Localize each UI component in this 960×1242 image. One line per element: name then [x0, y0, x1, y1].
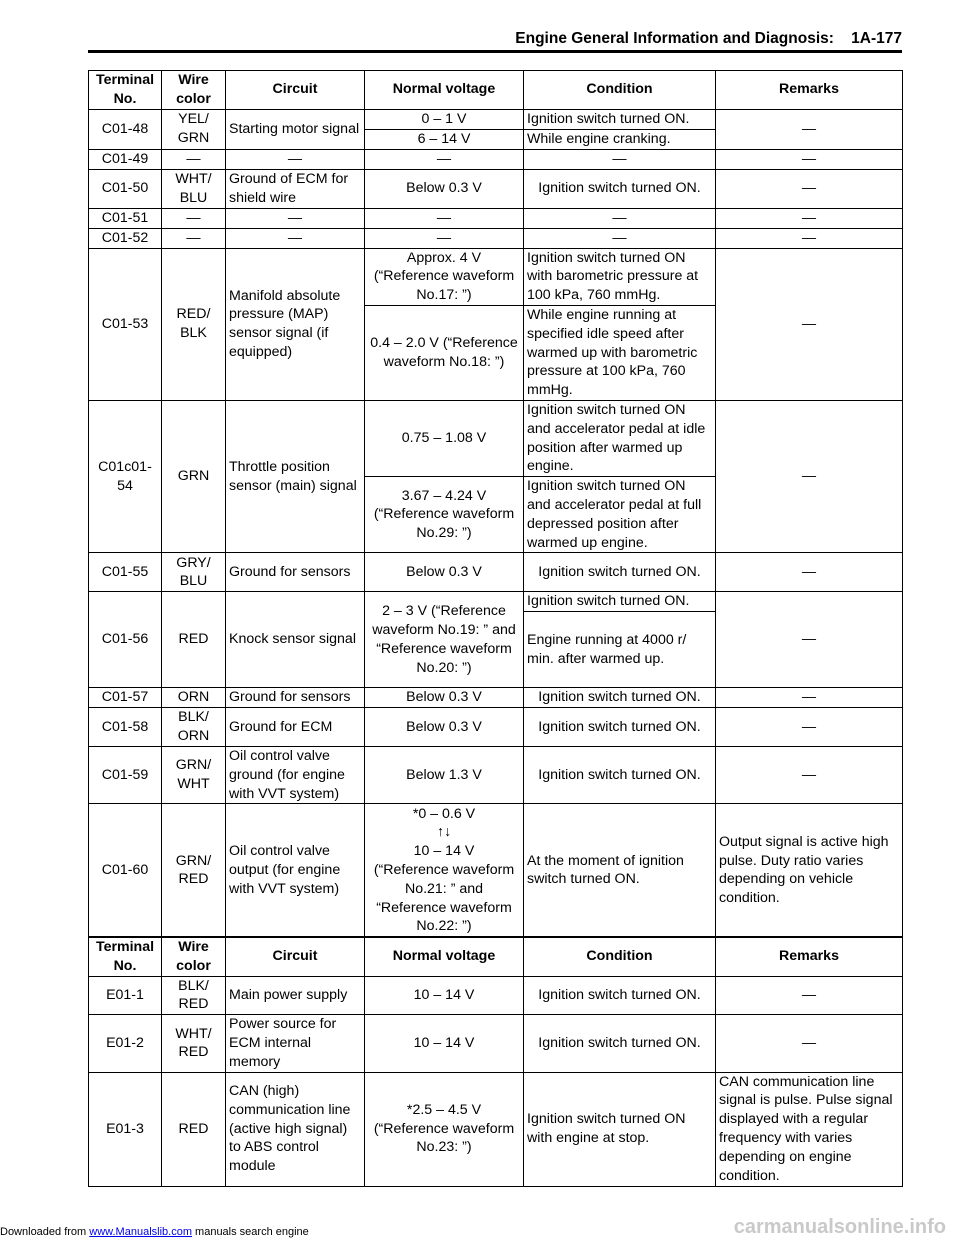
header-condition: Condition [524, 71, 716, 110]
table-row [89, 149, 903, 169]
cell-circuit: Ground for sensors [226, 553, 365, 592]
cell-circuit: Ground of ECM for shield wire [226, 169, 365, 208]
cell-voltage: 10 – 14 V [365, 1015, 524, 1072]
cell-wire: BLK/ ORN [162, 708, 226, 747]
cell-remarks: — [716, 400, 903, 552]
table-row [89, 688, 903, 708]
cell-voltage: 10 – 14 V [365, 976, 524, 1015]
cell-terminal: E01-2 [89, 1015, 162, 1072]
cell-terminal: C01-50 [89, 169, 162, 208]
cell-terminal: C01-53 [89, 248, 162, 400]
cell-remarks: CAN communication line signal is pulse. Pulse signal displayed with a regular frequency with varies depending on engine condition. [716, 1072, 903, 1186]
cell-remarks: — [716, 592, 903, 688]
cell-voltage: Below 1.3 V [365, 746, 524, 803]
cell-wire: — [162, 228, 226, 248]
cell-remarks: — [716, 1015, 903, 1072]
table-row [89, 592, 903, 612]
cell-wire: WHT/ BLU [162, 169, 226, 208]
cell-voltage: 6 – 14 V [365, 129, 524, 149]
header-condition: Condition [524, 938, 716, 977]
cell-circuit: — [226, 208, 365, 228]
cell-condition: Ignition switch turned ON and accelerator pedal at full depressed position after warmed up engine. [524, 477, 716, 553]
cell-voltage: *0 – 0.6 V ↑↓ 10 – 14 V (“Reference waveform No.21: ” and “Reference waveform No.22: ”) [365, 804, 524, 937]
cell-terminal: C01-60 [89, 804, 162, 937]
cell-wire: YEL/ GRN [162, 109, 226, 149]
table-header-row [89, 938, 903, 977]
cell-condition: While engine running at specified idle speed after warmed up with barometric pressure at 100 kPa, 760 mmHg. [524, 305, 716, 400]
cell-remarks: — [716, 248, 903, 400]
cell-voltage: Below 0.3 V [365, 708, 524, 747]
cell-voltage: Below 0.3 V [365, 553, 524, 592]
cell-wire: RED/ BLK [162, 248, 226, 400]
cell-voltage: 2 – 3 V (“Reference waveform No.19: ” and “Reference waveform No.20: ”) [365, 592, 524, 688]
cell-remarks: — [716, 688, 903, 708]
cell-voltage: — [365, 149, 524, 169]
cell-voltage: 0 – 1 V [365, 109, 524, 129]
cell-terminal: C01-57 [89, 688, 162, 708]
header-title: Engine General Information and Diagnosis: [515, 30, 834, 47]
cell-terminal: E01-3 [89, 1072, 162, 1186]
cell-circuit: Main power supply [226, 976, 365, 1015]
cell-condition: While engine cranking. [524, 129, 716, 149]
cell-wire: RED [162, 1072, 226, 1186]
table-row [89, 169, 903, 208]
header-terminal: Terminal No. [89, 938, 162, 977]
cell-circuit: Knock sensor signal [226, 592, 365, 688]
table-row [89, 228, 903, 248]
header-terminal: Terminal No. [89, 71, 162, 110]
cell-voltage: — [365, 228, 524, 248]
table-row [89, 976, 903, 1015]
download-footer [0, 1226, 309, 1238]
header-normal-voltage: Normal voltage [365, 938, 524, 977]
cell-terminal: C01-52 [89, 228, 162, 248]
page-header [88, 30, 902, 52]
table-row [89, 708, 903, 747]
cell-wire: WHT/ RED [162, 1015, 226, 1072]
header-circuit: Circuit [226, 938, 365, 977]
cell-circuit: Oil control valve output (for engine with VVT system) [226, 804, 365, 937]
cell-condition: Ignition switch turned ON. [524, 746, 716, 803]
cell-wire: GRN/ RED [162, 804, 226, 937]
cell-remarks: — [716, 228, 903, 248]
cell-condition: Ignition switch turned ON. [524, 553, 716, 592]
cell-circuit: Ground for sensors [226, 688, 365, 708]
cell-condition: Ignition switch turned ON with engine at stop. [524, 1072, 716, 1186]
footer-suffix: manuals search engine [191, 1226, 309, 1238]
cell-circuit: Starting motor signal [226, 109, 365, 149]
cell-circuit: Throttle position sensor (main) signal [226, 400, 365, 552]
cell-remarks: — [716, 109, 903, 149]
table-row [89, 1072, 903, 1186]
cell-condition: Ignition switch turned ON. [524, 169, 716, 208]
cell-voltage: Below 0.3 V [365, 169, 524, 208]
cell-circuit: Oil control valve ground (for engine with VVT system) [226, 746, 365, 803]
cell-terminal: C01-55 [89, 553, 162, 592]
cell-voltage: — [365, 208, 524, 228]
header-wire-color: Wire color [162, 71, 226, 110]
footer-prefix: Downloaded from [0, 1226, 90, 1238]
cell-wire: RED [162, 592, 226, 688]
cell-remarks: — [716, 746, 903, 803]
cell-condition: Ignition switch turned ON with barometric pressure at 100 kPa, 760 mmHg. [524, 248, 716, 305]
cell-remarks: — [716, 553, 903, 592]
cell-remarks: Output signal is active high pulse. Duty ratio varies depending on vehicle condition. [716, 804, 903, 937]
cell-circuit: — [226, 228, 365, 248]
cell-terminal: C01-49 [89, 149, 162, 169]
header-page-number: 1A-177 [851, 30, 902, 47]
table-row [89, 109, 903, 129]
table-row [89, 746, 903, 803]
cell-condition: Ignition switch turned ON and accelerator pedal at idle position after warmed up engine. [524, 400, 716, 476]
cell-circuit: Power source for ECM internal memory [226, 1015, 365, 1072]
cell-condition: Ignition switch turned ON. [524, 109, 716, 129]
cell-wire: GRY/ BLU [162, 553, 226, 592]
cell-wire: GRN/ WHT [162, 746, 226, 803]
cell-voltage: 3.67 – 4.24 V (“Reference waveform No.29: ”) [365, 477, 524, 553]
cell-terminal: E01-1 [89, 976, 162, 1015]
cell-condition: Ignition switch turned ON. [524, 976, 716, 1015]
watermark: carmanualsonline.info [733, 1216, 946, 1238]
cell-wire: — [162, 208, 226, 228]
cell-remarks: — [716, 976, 903, 1015]
terminal-table-e01 [88, 937, 903, 1187]
cell-condition: Ignition switch turned ON. [524, 1015, 716, 1072]
cell-terminal: C01-48 [89, 109, 162, 149]
cell-condition: — [524, 208, 716, 228]
cell-voltage: Below 0.3 V [365, 688, 524, 708]
cell-circuit: Ground for ECM [226, 708, 365, 747]
table-row [89, 248, 903, 305]
cell-remarks: — [716, 149, 903, 169]
cell-wire: ORN [162, 688, 226, 708]
cell-circuit: CAN (high) communication line (active high signal) to ABS control module [226, 1072, 365, 1186]
cell-condition: — [524, 149, 716, 169]
header-circuit: Circuit [226, 71, 365, 110]
cell-remarks: — [716, 169, 903, 208]
table-row [89, 208, 903, 228]
header-normal-voltage: Normal voltage [365, 71, 524, 110]
header-rule [88, 50, 902, 53]
table-row [89, 1015, 903, 1072]
table-row [89, 804, 903, 937]
cell-condition: Ignition switch turned ON. [524, 688, 716, 708]
cell-terminal: C01-58 [89, 708, 162, 747]
cell-condition: At the moment of ignition switch turned ON. [524, 804, 716, 937]
cell-condition: Ignition switch turned ON. [524, 592, 716, 612]
cell-remarks: — [716, 708, 903, 747]
cell-voltage: 0.75 – 1.08 V [365, 400, 524, 476]
table-header-row [89, 71, 903, 110]
header-remarks: Remarks [716, 71, 903, 110]
cell-condition: — [524, 228, 716, 248]
header-wire-color: Wire color [162, 938, 226, 977]
cell-circuit: Manifold absolute pressure (MAP) sensor signal (if equipped) [226, 248, 365, 400]
cell-voltage: 0.4 – 2.0 V (“Reference waveform No.18: ”) [365, 305, 524, 400]
table-row [89, 553, 903, 592]
header-remarks: Remarks [716, 938, 903, 977]
cell-wire: GRN [162, 400, 226, 552]
cell-condition: Ignition switch turned ON. [524, 708, 716, 747]
manualslib-link[interactable]: www.Manualslib.com [89, 1226, 192, 1238]
cell-terminal: C01c01-54 [89, 400, 162, 552]
cell-remarks: — [716, 208, 903, 228]
cell-terminal: C01-51 [89, 208, 162, 228]
cell-circuit: — [226, 149, 365, 169]
cell-wire: — [162, 149, 226, 169]
cell-voltage: *2.5 – 4.5 V (“Reference waveform No.23: ”) [365, 1072, 524, 1186]
cell-wire: BLK/ RED [162, 976, 226, 1015]
cell-terminal: C01-56 [89, 592, 162, 688]
terminal-table-c01 [88, 70, 903, 937]
cell-voltage: Approx. 4 V (“Reference waveform No.17: ”) [365, 248, 524, 305]
cell-terminal: C01-59 [89, 746, 162, 803]
cell-condition: Engine running at 4000 r/ min. after warmed up. [524, 612, 716, 688]
table-row [89, 400, 903, 476]
